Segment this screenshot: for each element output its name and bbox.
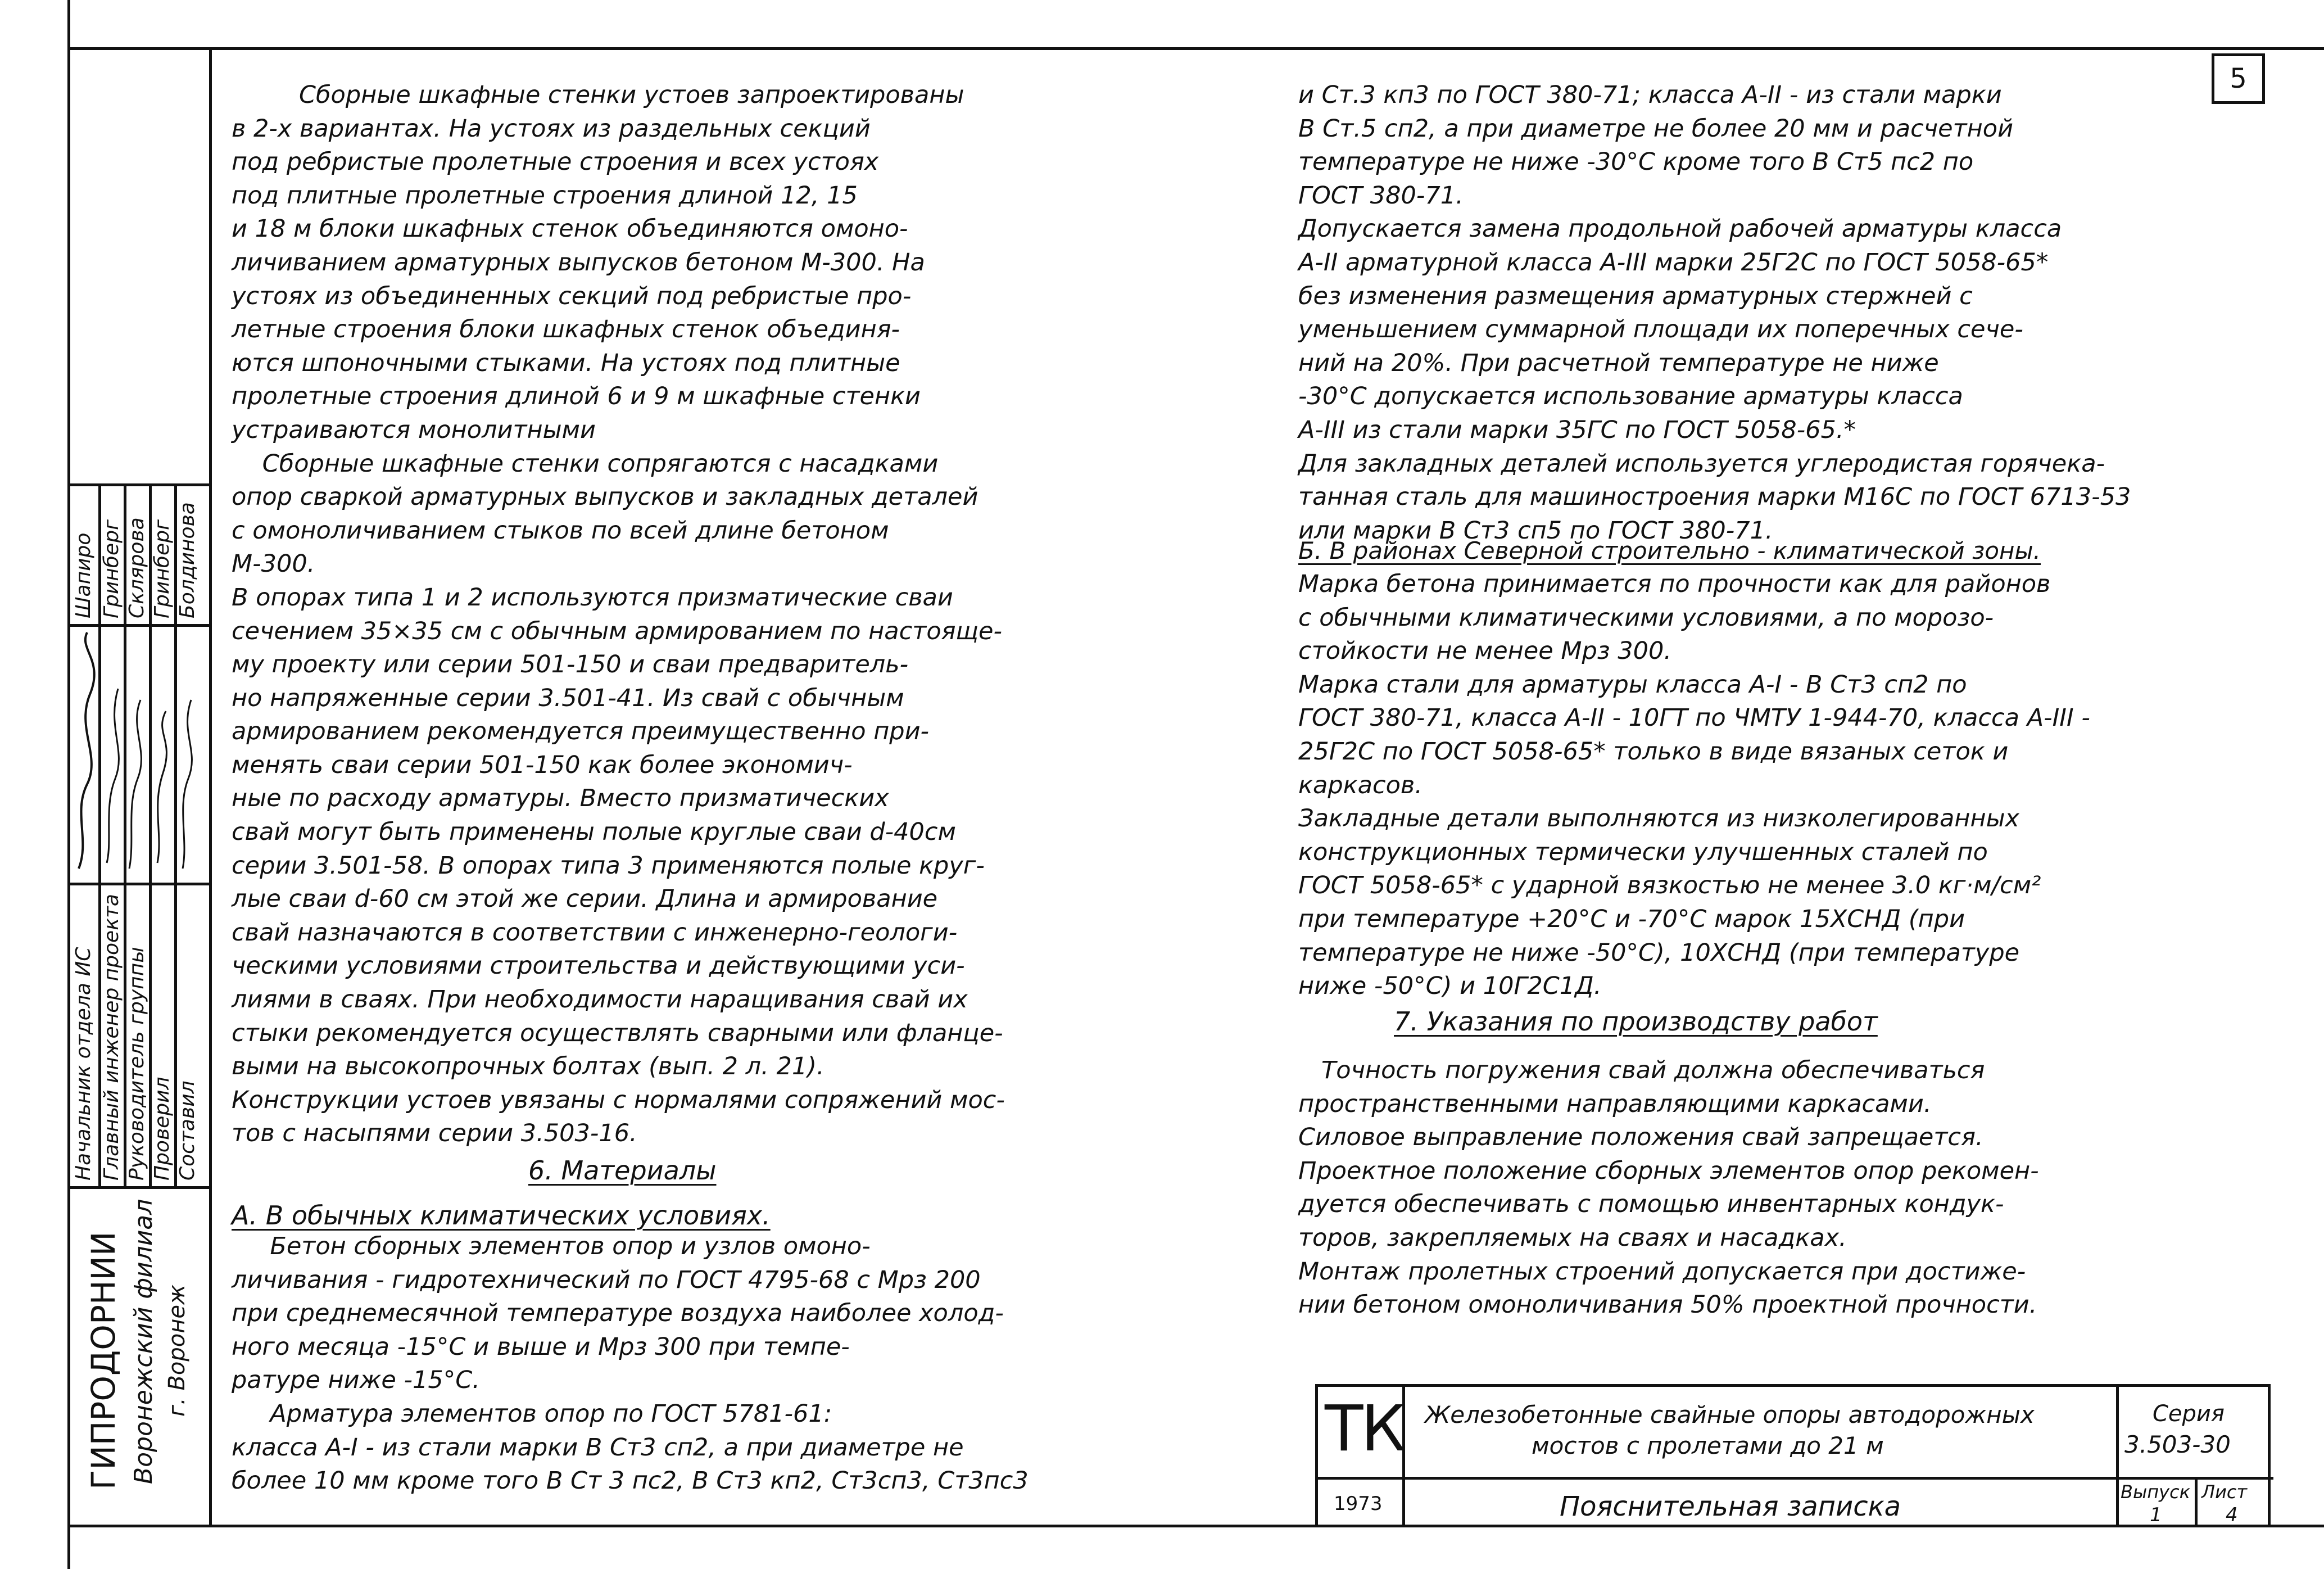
left-column-materials <box>232 1230 1029 1498</box>
text-line: пространственными направляющими каркасами. <box>1298 1089 1932 1118</box>
stamp-name-4: Гринберг <box>151 519 174 618</box>
text-line: А-II арматурной класса А-III марки 25Г2С по ГОСТ 5058-65* <box>1298 248 2049 277</box>
series-label: Серия <box>2153 1401 2225 1427</box>
text-line: при среднемесячной температуре воздуха наиболее холод- <box>232 1299 1004 1328</box>
tb-divider-2 <box>2116 1387 2119 1527</box>
text-line: Сборные шкафные стенки сопрягаются с насадками <box>232 449 939 478</box>
text-line: танная сталь для машиностроения марки М16С по ГОСТ 6713-53 <box>1298 483 2131 512</box>
text-line: температуре не ниже -50°С), 10ХСНД (при температуре <box>1298 938 2020 967</box>
text-line: конструкционных термически улучшенных сталей по <box>1298 838 1988 866</box>
city-name: г. Воронеж <box>164 1284 190 1417</box>
series-value: 3.503-30 <box>2124 1431 2231 1458</box>
text-line: стойкости не менее Мрз 300. <box>1298 637 1672 666</box>
sheet-value: 4 <box>2226 1504 2238 1526</box>
text-line: армированием рекомендуется преимущественно при- <box>232 717 930 746</box>
text-line: стыки рекомендуется осуществлять сварными или фланце- <box>232 1019 1003 1047</box>
text-line: Марка бетона принимается по прочности как для районов <box>1298 570 2051 598</box>
text-line: Силовое выправление положения свай запрещается. <box>1298 1123 1983 1152</box>
issue-label: Выпуск <box>2121 1481 2190 1503</box>
frame-bottom <box>67 1525 2324 1527</box>
text-line: температуре не ниже -30°С кроме того В Ст5 пс2 по <box>1298 148 1974 177</box>
text-line: дуется обеспечивать с помощью инвентарных кондук- <box>1298 1190 2004 1219</box>
text-line: ГОСТ 5058-65* с ударной вязкостью не менее 3.0 кг·м/см² <box>1298 871 2041 900</box>
text-line: ные по расходу арматуры. Вместо призматических <box>232 784 889 813</box>
text-line: Допускается замена продольной рабочей арматуры класса <box>1298 215 2062 243</box>
text-line: Сборные шкафные стенки устоев запроектированы <box>299 81 964 109</box>
section-6-title: 6. Материалы <box>528 1155 717 1186</box>
text-line: -30°С допускается использование арматуры класса <box>1298 382 1963 411</box>
text-line: ческими условиями строительства и действующими уси- <box>232 952 965 980</box>
text-line: уменьшением суммарной площади их поперечных сече- <box>1298 315 2023 344</box>
text-line: личиванием арматурных выпусков бетоном М-300. На <box>232 248 925 277</box>
text-line: серии 3.501-58. В опорах типа 3 применяются полые круг- <box>232 851 985 880</box>
right-column <box>1298 79 2131 548</box>
text-line: В опорах типа 1 и 2 используются призматические сваи <box>232 583 953 612</box>
branch-name: Воронежский филиал <box>129 1199 158 1484</box>
tk-logo: ТК <box>1325 1392 1403 1466</box>
title-block <box>1315 1384 2271 1525</box>
issue-value: 1 <box>2150 1504 2162 1526</box>
page-number-box <box>2212 53 2265 104</box>
text-line: му проекту или серии 501-150 и сваи предваритель- <box>232 650 909 679</box>
stamp-role-5: Составил <box>176 1080 199 1181</box>
text-line: торов, закрепляемых на сваях и насадках. <box>1298 1223 1847 1252</box>
text-line: и 18 м блоки шкафных стенок объединяются омоно- <box>232 215 908 243</box>
text-line: ратуре ниже -15°С. <box>232 1366 480 1395</box>
text-line: устоях из объединенных секций под ребристые про- <box>232 282 912 310</box>
stamp-role-3: Руководитель группы <box>125 947 148 1181</box>
text-line: В Ст.5 сп2, а при диаметре не более 20 мм и расчетной <box>1298 114 2014 143</box>
stamp-name-3: Склярова <box>125 517 148 618</box>
text-line: Точность погружения свай должна обеспечиваться <box>1298 1056 1985 1084</box>
section-6a-title: А. В обычных климатических условиях. <box>232 1200 771 1231</box>
right-column-works <box>1298 1054 2039 1322</box>
stamp-role-1: Начальник отдела ИС <box>72 947 95 1181</box>
text-line: но напряженные серии 3.501-41. Из свай с обычным <box>232 684 904 712</box>
text-line: лиями в сваях. При необходимости наращивания свай их <box>232 985 968 1014</box>
text-line: А-III из стали марки 35ГС по ГОСТ 5058-65.* <box>1298 415 1856 444</box>
text-line: Марка стали для арматуры класса А-I - В Ст3 сп2 по <box>1298 670 1967 699</box>
subtitle: Пояснительная записка <box>1560 1491 1901 1522</box>
text-line: Бетон сборных элементов опор и узлов омоно- <box>232 1232 871 1260</box>
stamp-row-line-2 <box>67 883 211 885</box>
frame-top <box>67 47 2324 50</box>
stamp-name-2: Гринберг <box>100 519 123 618</box>
text-line: под плитные пролетные строения длиной 12, 15 <box>232 181 858 210</box>
text-line: под ребристые пролетные строения и всех устоях <box>232 148 879 177</box>
text-line: ются шпоночными стыками. На устоях под плитные <box>232 349 900 377</box>
left-column <box>232 79 1005 1151</box>
stamp-name-1: Шапиро <box>72 532 95 618</box>
stamp-role-2: Главный инженер проекта <box>100 894 123 1181</box>
tb-divider-3 <box>2195 1477 2198 1527</box>
text-line: или марки В Ст3 сп5 по ГОСТ 380-71. <box>1298 516 1773 545</box>
text-line: класса А-I - из стали марки В Ст3 сп2, а при диаметре не <box>232 1433 964 1462</box>
text-line: ниже -50°С) и 10Г2С1Д. <box>1298 972 1602 1001</box>
organization-name: ГИПРОДОРНИИ <box>84 1231 123 1490</box>
text-line: ний на 20%. При расчетной температуре не ниже <box>1298 349 1939 377</box>
stamp-mid-line <box>67 1186 211 1189</box>
signatures-image <box>67 627 211 880</box>
text-line: ГОСТ 380-71, класса А-II - 10ГТ по ЧМТУ 1-944-70, класса А-III - <box>1298 704 2090 732</box>
text-line: с омоноличиванием стыков по всей длине бетоном <box>232 516 889 545</box>
text-line: менять сваи серии 501-150 как более экономич- <box>232 750 853 779</box>
text-line: нии бетоном омоноличивания 50% проектной прочности. <box>1298 1291 2037 1319</box>
sheet-label: Лист <box>2201 1481 2248 1503</box>
text-line: Монтаж пролетных строений допускается при достиже- <box>1298 1257 2026 1286</box>
text-line: в 2-х вариантах. На устоях из раздельных секций <box>232 114 871 143</box>
section-7-title: 7. Указания по производству работ <box>1394 1006 1878 1037</box>
text-line: выми на высокопрочных болтах (вып. 2 л. 21). <box>232 1052 825 1081</box>
year: 1973 <box>1334 1493 1383 1515</box>
text-line: каркасов. <box>1298 771 1423 799</box>
page-number: 5 <box>2230 63 2247 94</box>
text-line: с обычными климатическими условиями, а по морозо- <box>1298 603 1994 632</box>
title-line-1: Железобетонные свайные опоры автодорожных <box>1425 1401 2035 1428</box>
stamp-top-line <box>67 483 211 486</box>
text-line: свай могут быть применены полые круглые сваи d-40см <box>232 818 956 847</box>
title-line-2: мостов с пролетами до 21 м <box>1532 1432 1884 1459</box>
text-line: личивания - гидротехнический по ГОСТ 4795-68 с Мрз 200 <box>232 1265 981 1294</box>
tb-hline <box>1318 1477 2273 1480</box>
right-column-north <box>1298 568 2090 1003</box>
text-line: и Ст.3 кп3 по ГОСТ 380-71; класса А-II - из стали марки <box>1298 81 2002 109</box>
text-line: летные строения блоки шкафных стенок объединя- <box>232 315 900 344</box>
text-line: Проектное положение сборных элементов опор рекомен- <box>1298 1156 2039 1185</box>
text-line: Для закладных деталей используется углеродистая горячека- <box>1298 449 2105 478</box>
text-line: свай назначаются в соответствии с инженерно-геологи- <box>232 918 958 947</box>
stamp-role-4: Проверил <box>151 1077 174 1181</box>
text-line: ГОСТ 380-71. <box>1298 181 1464 210</box>
text-line: опор сваркой арматурных выпусков и закладных деталей <box>232 483 978 512</box>
text-line: устраиваются монолитными <box>232 415 596 444</box>
text-line: при температуре +20°С и -70°С марок 15ХСНД (при <box>1298 905 1965 933</box>
text-line: ного месяца -15°С и выше и Мрз 300 при темпе- <box>232 1332 850 1361</box>
text-line: Конструкции устоев увязаны с нормалями сопряжений мос- <box>232 1086 1005 1114</box>
stamp-name-5: Болдинова <box>176 502 199 618</box>
text-line: 25Г2С по ГОСТ 5058-65* только в виде вязаных сеток и <box>1298 737 2009 766</box>
text-line: Арматура элементов опор по ГОСТ 5781-61: <box>232 1399 832 1428</box>
text-line: пролетные строения длиной 6 и 9 м шкафные стенки <box>232 382 921 411</box>
text-line: тов с насыпями серии 3.503-16. <box>232 1119 637 1148</box>
text-line: сечением 35×35 см с обычным армированием по настояще- <box>232 617 1002 645</box>
text-line: без изменения размещения арматурных стержней с <box>1298 282 1973 310</box>
text-line: М-300. <box>232 550 315 578</box>
text-line: Закладные детали выполняются из низколегированных <box>1298 804 2020 833</box>
text-line: лые сваи d-60 см этой же серии. Длина и армирование <box>232 885 938 914</box>
section-6b-title: Б. В районах Северной строительно - климатической зоны. <box>1298 537 2041 564</box>
text-line: более 10 мм кроме того В Ст 3 пс2, В Ст3 кп2, Ст3сп3, Ст3пс3 <box>232 1467 1029 1495</box>
